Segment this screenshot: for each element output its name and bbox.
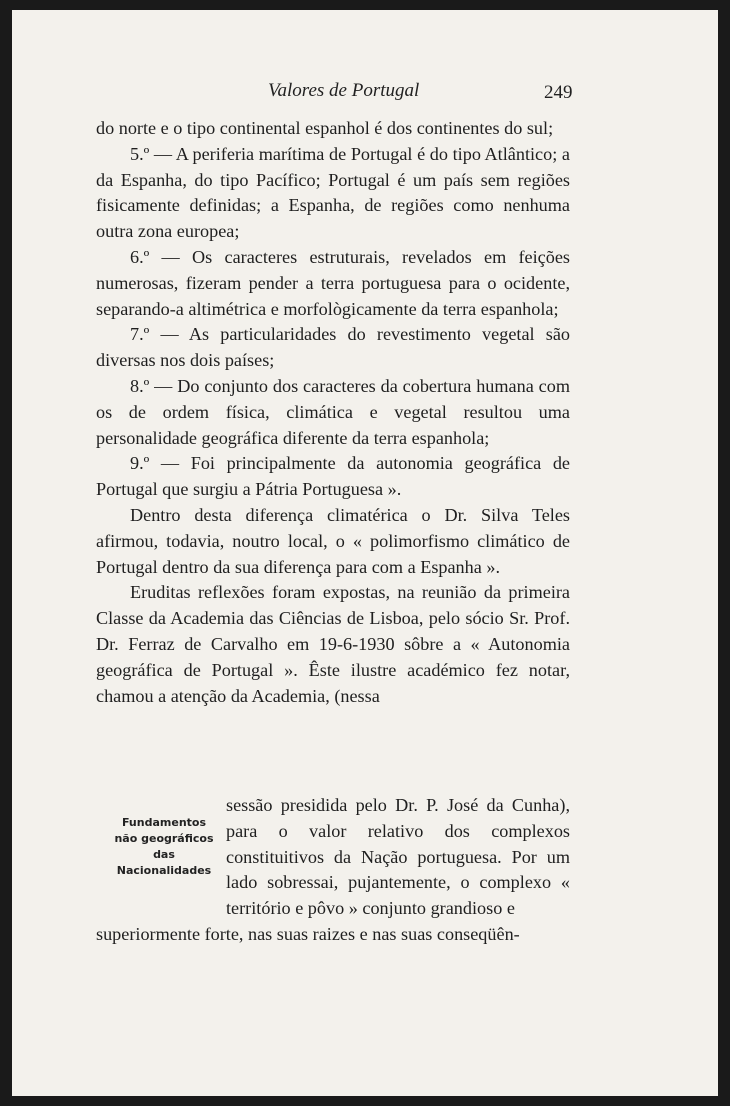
- margin-note-line: Nacionalidades: [116, 864, 212, 877]
- page-number: 249: [544, 82, 573, 103]
- paragraph-continuation: do norte e o tipo continental espanhol é dos continentes do sul;: [96, 118, 554, 138]
- paragraph-item-9: 9.º — Foi principalmente da autonomia geográfica de Portugal que surgiu a Pátria Portuguesa ».: [96, 453, 570, 500]
- margin-note-line: não geográficos: [114, 832, 214, 845]
- margin-note: [112, 815, 216, 879]
- paragraph-item-6: 6.º — Os caracteres estruturais, revelados em feições numerosas, fizeram pender a terra portuguesa para o ocidente, separando-a altimétrica e morfològicamente da terra espanhola;: [96, 246, 570, 319]
- paragraph-eruditas: Eruditas reflexões foram expostas, na reunião da primeira Classe da Academia das Ciências de Lisboa, pelo sócio Sr. Prof. Dr. Ferraz de Carvalho em 19-6-1930 sôbre a « Autonomia geográfica de Portugal ». Êste ilustre académico fez notar, chamou a atenção da Academia, (nessa: [96, 582, 570, 706]
- body-text: [96, 116, 570, 709]
- paragraph-silva-teles: Dentro desta diferença climatérica o Dr. Silva Teles afirmou, todavia, noutro local, o « polimorfismo climático de Portugal dentro da sua diferença para com a Espanha ».: [96, 504, 570, 577]
- paragraph-item-8: 8.º — Do conjunto dos caracteres da cobertura humana com os de ordem física, climática e vegetal resultou uma personalidade geográfica diferente da terra espanhola;: [96, 375, 570, 448]
- paragraph-last-line: superiormente forte, nas suas raizes e nas suas conseqüên-: [96, 923, 520, 944]
- paragraph-item-5: 5.º — A periferia marítima de Portugal é do tipo Atlântico; a da Espanha, do tipo Pacífico; Portugal é um país sem regiões fisicamente definidas; a Espanha, de regiões como nenhuma outra zona europea;: [96, 143, 570, 242]
- paragraph-item-7: 7.º — As particularidades do revestimento vegetal são diversas nos dois países;: [96, 324, 570, 371]
- running-header-title: Valores de Portugal: [268, 80, 420, 101]
- margin-note-line: das: [153, 848, 175, 861]
- margin-note-line: Fundamentos: [121, 816, 207, 829]
- paragraph-beside-note: sessão presidida pelo Dr. P. José da Cunha), para o valor relativo dos complexos constituitivos da Nação portuguesa. Por um lado sobressai, pujantemente, o complexo « território e pôvo » conjunto grandioso e: [226, 795, 570, 919]
